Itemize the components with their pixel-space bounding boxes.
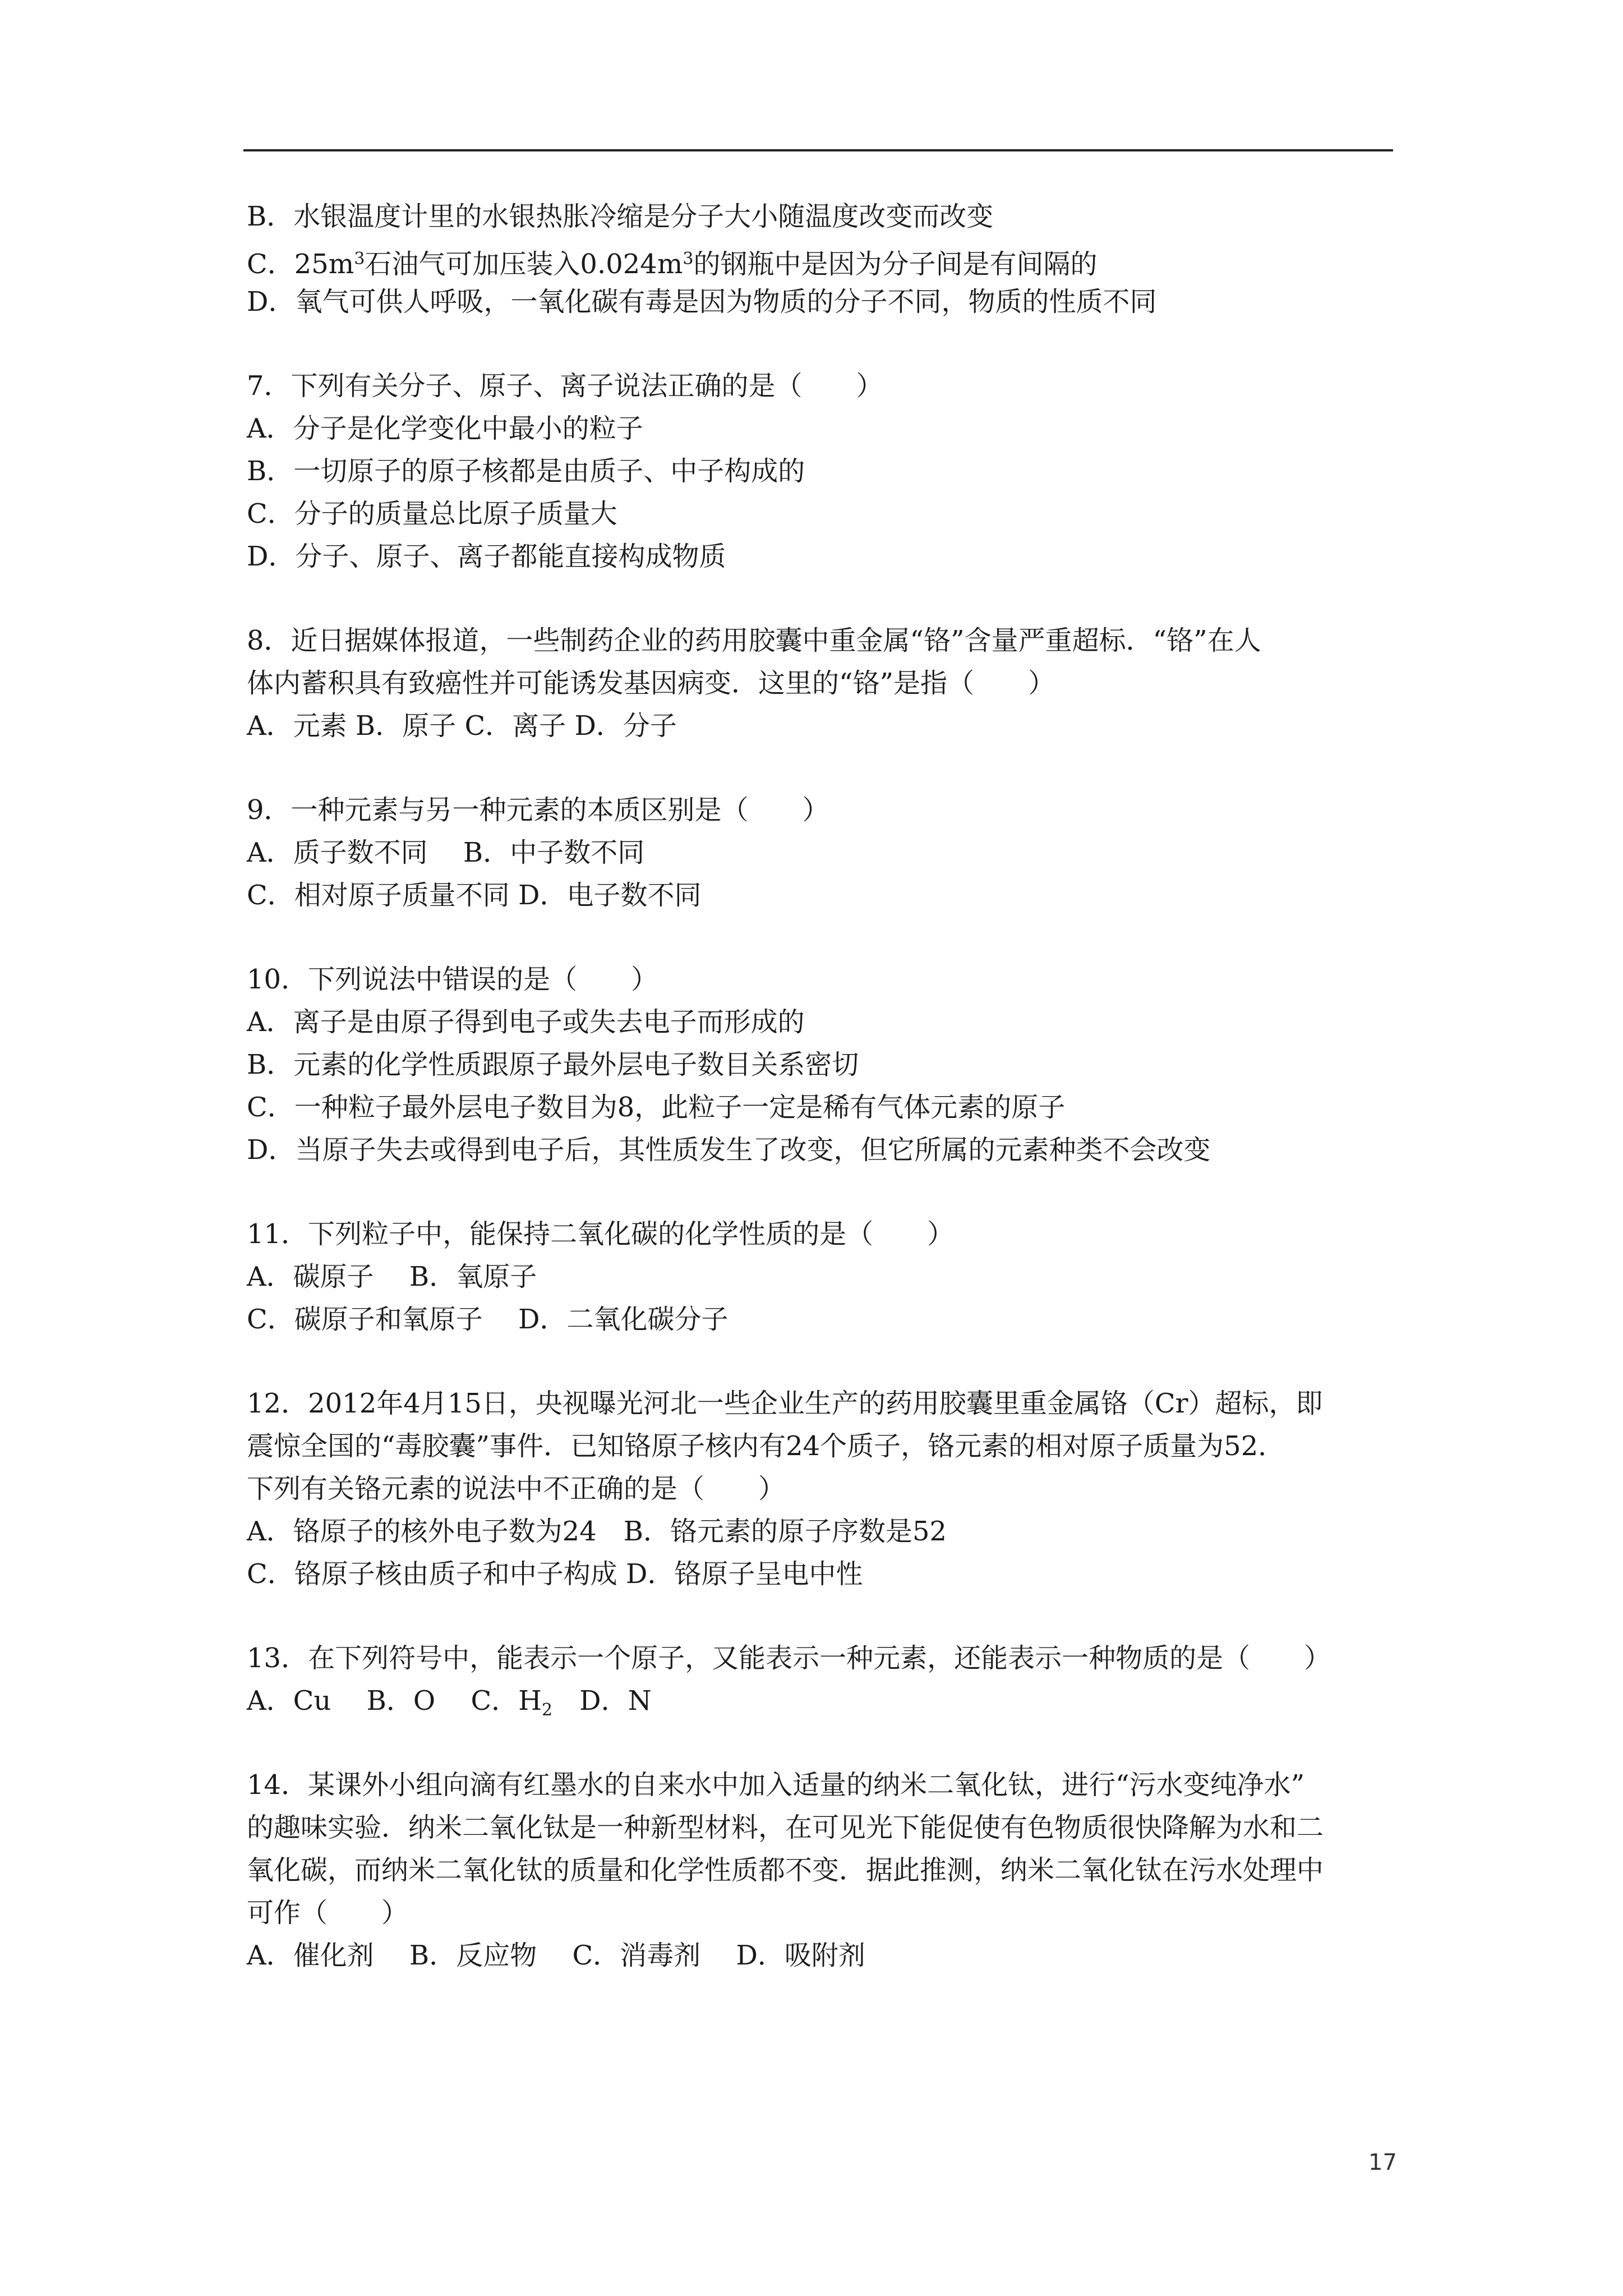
q6-option-d: D．氧气可供人呼吸，一氧化碳有毒是因为物质的分子不同，物质的性质不同 xyxy=(247,286,1157,318)
q13-options: A．Cu B．O C．$H_2$ D．N xyxy=(247,1685,652,1720)
q8-stem-line-1: 8．近日据媒体报道，一些制药企业的药用胶囊中重金属“铬”含量严重超标．“铬”在人 xyxy=(247,625,1261,656)
question-content xyxy=(247,195,1396,1977)
q13-stem: 13．在下列符号中，能表示一个原子，又能表示一种元素，还能表示一种物质的是（ ） xyxy=(247,1642,1331,1674)
q14-stem-line-4: 可作（ ） xyxy=(247,1897,409,1929)
q10-option-b: B．元素的化学性质跟原子最外层电子数目关系密切 xyxy=(247,1049,859,1080)
q14-options: A．催化剂 B．反应物 C．消毒剂 D．吸附剂 xyxy=(247,1940,865,1971)
q14-stem-line-1: 14．某课外小组向滴有红墨水的自来水中加入适量的纳米二氧化钛，进行“污水变纯净水” xyxy=(247,1769,1305,1801)
q12-stem-line-2: 震惊全国的“毒胶囊”事件．已知铬原子核内有24个质子，铬元素的相对原子质量为52． xyxy=(247,1430,1285,1462)
q7-stem: 7．下列有关分子、原子、离子说法正确的是（ ） xyxy=(247,370,883,402)
q9-options-ab: A．质子数不同 B．中子数不同 xyxy=(247,837,645,868)
q7-option-c: C．分子的质量总比原子质量大 xyxy=(247,498,617,530)
q12-stem-line-3: 下列有关铬元素的说法中不正确的是（ ） xyxy=(247,1473,786,1504)
q7-option-d: D．分子、原子、离子都能直接构成物质 xyxy=(247,541,726,572)
q10-option-c: C．一种粒子最外层电子数目为8，此粒子一定是稀有气体元素的原子 xyxy=(247,1092,1066,1123)
q7-option-b: B．一切原子的原子核都是由质子、中子构成的 xyxy=(247,455,805,487)
header-rule xyxy=(243,149,1393,151)
q8-stem-line-2: 体内蓄积具有致癌性并可能诱发基因病变．这里的“铬”是指（ ） xyxy=(247,668,1055,699)
q8-options: A．元素 B．原子 C．离子 D．分子 xyxy=(247,710,677,742)
q11-stem: 11．下列粒子中，能保持二氧化碳的化学性质的是（ ） xyxy=(247,1218,955,1250)
q11-options-cd: C．碳原子和氧原子 D．二氧化碳分子 xyxy=(247,1304,728,1335)
q14-stem-line-2: 的趣味实验．纳米二氧化钛是一种新型材料，在可见光下能促使有色物质很快降解为水和二 xyxy=(247,1812,1324,1843)
q6-option-b: B．水银温度计里的水银热胀冷缩是分子大小随温度改变而改变 xyxy=(247,201,994,232)
q10-option-d: D．当原子失去或得到电子后，其性质发生了改变，但它所属的元素种类不会改变 xyxy=(247,1134,1211,1166)
q12-options-cd: C．铬原子核由质子和中子构成 D．铬原子呈电中性 xyxy=(247,1558,863,1590)
q10-option-a: A．离子是由原子得到电子或失去电子而形成的 xyxy=(247,1006,805,1038)
q9-options-cd: C．相对原子质量不同 D．电子数不同 xyxy=(247,880,702,911)
page-number: 17 xyxy=(1368,2150,1397,2175)
q12-options-ab: A．铬原子的核外电子数为24 B．铬元素的原子序数是52 xyxy=(247,1516,947,1547)
q10-stem: 10．下列说法中错误的是（ ） xyxy=(247,964,658,995)
q11-options-ab: A．碳原子 B．氧原子 xyxy=(247,1261,537,1292)
q14-stem-line-3: 氧化碳，而纳米二氧化钛的质量和化学性质都不变．据此推测，纳米二氧化钛在污水处理中 xyxy=(247,1855,1324,1886)
q7-option-a: A．分子是化学变化中最小的粒子 xyxy=(247,413,643,444)
q6-option-c: C．$25m^3$石油气可加压装入$0.024m^3$的钢瓶中是因为分子间是有间隔的 xyxy=(247,249,1098,280)
q9-stem: 9．一种元素与另一种元素的本质区别是（ ） xyxy=(247,794,829,826)
q12-stem-line-1: 12．2012年4月15日，央视曝光河北一些企业生产的药用胶囊里重金属铬（Cr）超标，即 xyxy=(247,1388,1323,1419)
